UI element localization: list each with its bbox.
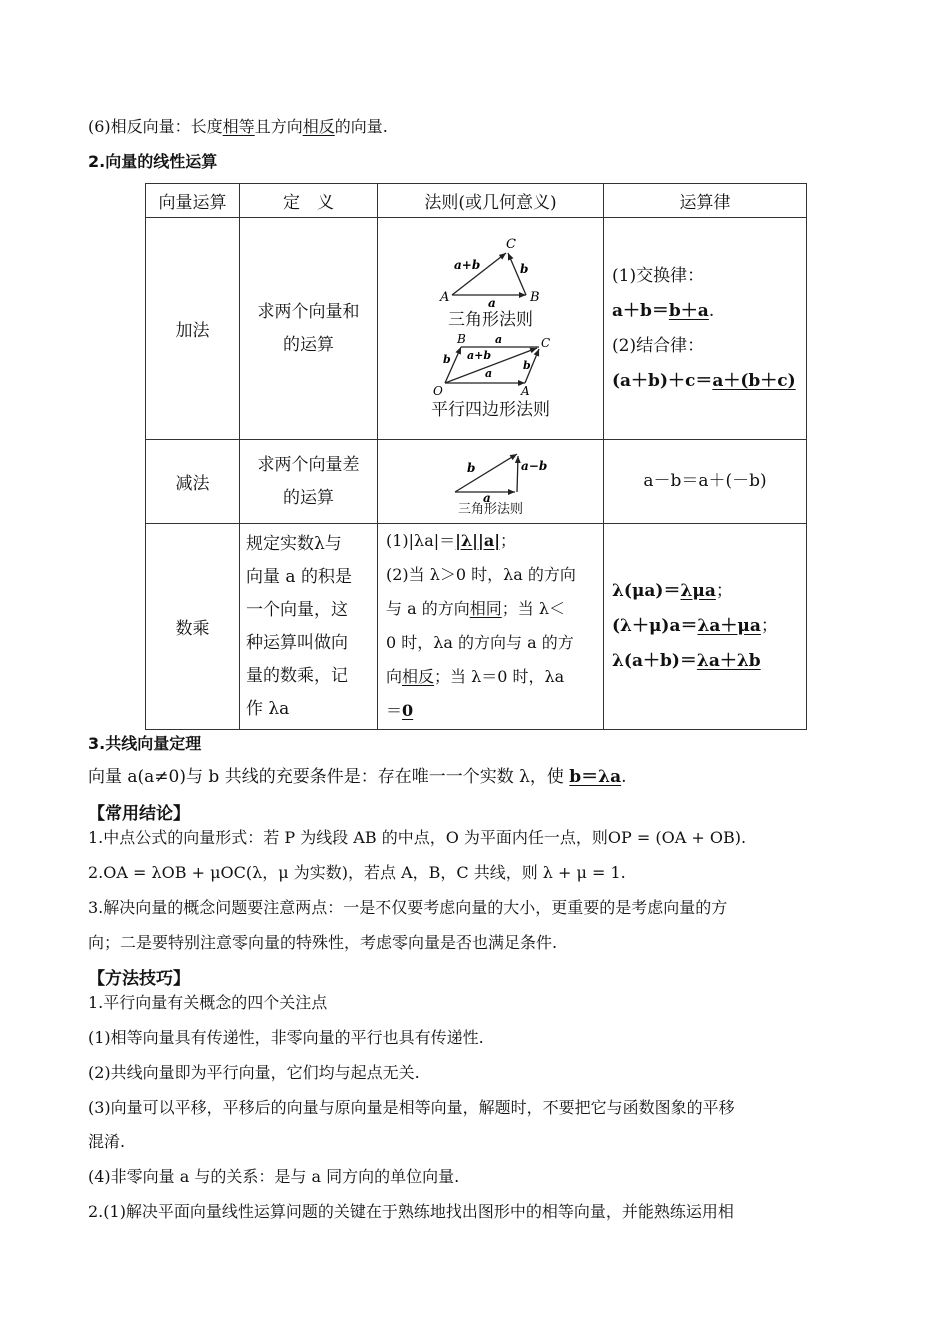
collinear-theorem: 向量 a(a≠0)与 b 共线的充要条件是：存在唯一一个实数 λ，使 b＝λa.: [88, 767, 627, 787]
parallelogram-b-right-label: b: [522, 358, 531, 372]
subtraction-rule-caption: 三角形法则: [457, 501, 523, 517]
sub-a-label: a: [482, 490, 491, 505]
subtraction-rule: [378, 440, 604, 524]
sum-vector-label: a+b: [453, 257, 480, 272]
method-1-3-line-1: (3)向量可以平移，平移后的向量与原向量是相等向量，解题时，不要把它与函数图象的平移: [88, 1098, 735, 1117]
subtraction-name: 减法: [146, 440, 240, 524]
vector-a-label: a: [487, 295, 496, 310]
addition-name: 加法: [146, 218, 240, 440]
scalar-definition: 规定实数λ与 向量 a 的积是 一个向量，这 种运算叫做向 量的数乘，记 作 λa: [240, 524, 378, 730]
scalar-name: 数乘: [146, 524, 240, 730]
subtraction-definition: 求两个向量差 的运算: [240, 440, 378, 524]
method-1-4: (4)非零向量 a 与的关系：是与 a 同方向的单位向量.: [88, 1167, 460, 1186]
method-1-heading: 1.平行向量有关概念的四个关注点: [88, 993, 328, 1012]
scalar-rule: (1)|λa|＝|λ||a|； (2)当 λ＞0 时，λa 的方向 与 a 的方向相同；当 λ＜ 0 时，λa 的方向与 a 的方 向相反；当 λ＝0 时，λa ＝0: [378, 524, 604, 730]
conclusion-3-line-1: 3.解决向量的概念问题要注意两点：一是不仅要考虑向量的大小，更重要的是考虑向量的方: [88, 898, 728, 917]
subtraction-triangle-diagram: [441, 446, 547, 505]
subtraction-law: a－b＝a＋(－b): [604, 440, 807, 524]
point-A-label: A: [439, 289, 449, 305]
point-C-label: C: [505, 236, 516, 252]
table-header-row: [146, 184, 807, 218]
point-B-label: B: [529, 289, 540, 305]
parallelogram-a-bottom-label: a: [484, 366, 492, 380]
section-2-title: 2.向量的线性运算: [88, 152, 218, 171]
triangle-rule-diagram: [436, 235, 546, 310]
addition-rule: [378, 218, 604, 440]
conclusion-3-line-2: 向；二是要特别注意零向量的特殊性，考虑零向量是否也满足条件.: [88, 933, 558, 952]
table-row-addition: [146, 218, 807, 440]
linear-operations-table: [145, 183, 807, 730]
header-operation: 向量运算: [146, 184, 240, 218]
method-1-2: (2)共线向量即为平行向量，它们均与起点无关.: [88, 1063, 420, 1082]
section-3-title: 3.共线向量定理: [88, 734, 202, 753]
parallelogram-B-label: B: [456, 331, 466, 346]
method-2-1: 2.(1)解决平面向量线性运算问题的关键在于熟练地找出图形中的相等向量，并能熟练运用相: [88, 1202, 734, 1221]
parallelogram-C-label: C: [540, 335, 550, 350]
addition-laws: (1)交换律： a＋b＝b＋a. (2)结合律： (a＋b)＋c＝a＋(b＋c): [604, 218, 807, 440]
header-rule: 法则(或几何意义): [378, 184, 604, 218]
parallelogram-rule-diagram: [431, 333, 551, 397]
common-conclusions-title: 【常用结论】: [88, 804, 190, 824]
conclusion-2: 2.OA = λOB + μOC(λ，μ 为实数)，若点 A，B，C 共线，则 λ + μ = 1.: [88, 863, 626, 882]
addition-definition: 求两个向量和 的运算: [240, 218, 378, 440]
parallelogram-A-label: A: [520, 383, 530, 398]
triangle-rule-caption: 三角形法则: [448, 309, 533, 330]
sub-a-minus-b-label: a−b: [520, 458, 547, 473]
method-1-1: (1)相等向量具有传递性，非零向量的平行也具有传递性.: [88, 1028, 484, 1047]
vector-b-label: b: [519, 261, 528, 276]
parallelogram-b-left-label: b: [442, 352, 451, 366]
parallelogram-a-top-label: a: [494, 332, 502, 346]
sub-b-label: b: [466, 460, 475, 475]
parallelogram-rule-caption: 平行四边形法则: [431, 399, 550, 420]
opposite-vector-definition: (6)相反向量：长度相等且方向相反的向量.: [88, 117, 388, 136]
table-row-subtraction: [146, 440, 807, 524]
parallelogram-O-label: O: [432, 383, 443, 398]
table-row-scalar-multiplication: [146, 524, 807, 730]
parallelogram-sum-label: a+b: [466, 348, 491, 362]
methods-title: 【方法技巧】: [88, 969, 190, 989]
method-1-3-line-2: 混淆.: [88, 1132, 126, 1151]
header-law: 运算律: [604, 184, 807, 218]
header-definition: 定 义: [240, 184, 378, 218]
scalar-laws: λ(μa)＝λμa； (λ＋μ)a＝λa＋μa； λ(a＋b)＝λa＋λb: [604, 524, 807, 730]
conclusion-1: 1.中点公式的向量形式：若 P 为线段 AB 的中点，O 为平面内任一点，则OP = (OA + OB).: [88, 828, 747, 847]
